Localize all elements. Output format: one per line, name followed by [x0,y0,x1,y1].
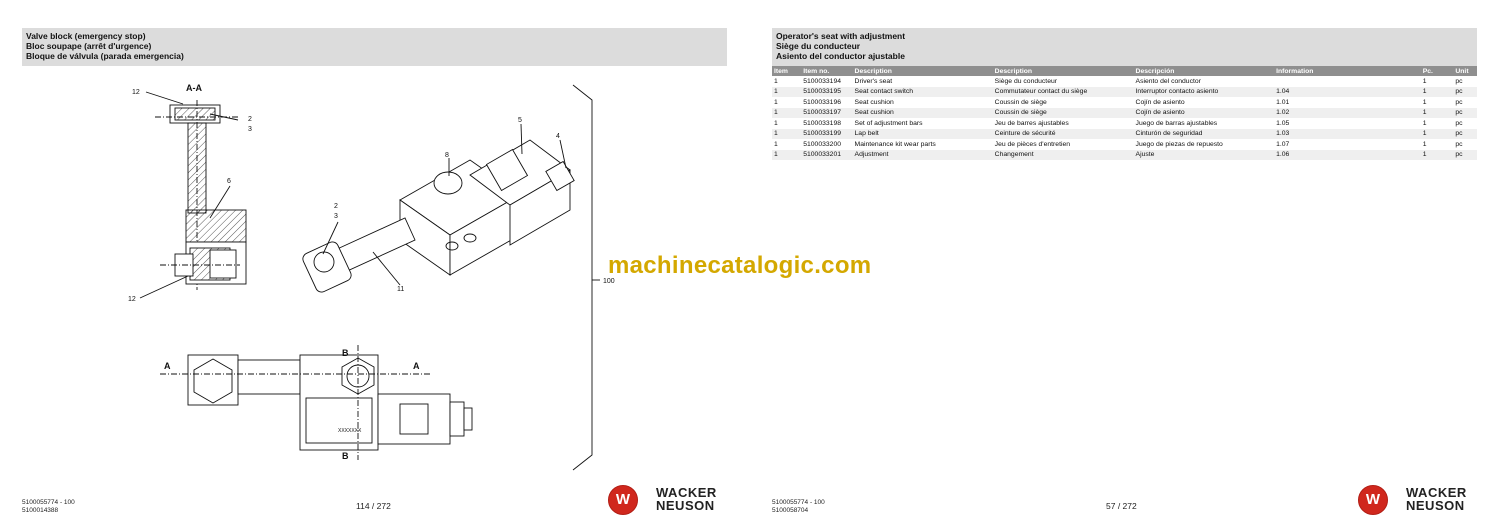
callout-6: 6 [227,178,231,185]
col-header-item-no: Item no. [801,66,852,76]
cell-pc: 1 [1422,140,1427,148]
left-page-number: 114 / 272 [356,501,391,511]
cell-description-fr: Changement [993,150,1134,161]
wacker-neuson-logo [1358,485,1484,515]
cell-information: 1.01 [1276,98,1290,106]
callout-2-mid: 2 [334,203,338,210]
callout-12-top: 12 [132,89,140,96]
cell-unit: pc [1453,129,1477,140]
section-a-left-label: A [164,361,171,371]
cell-description-es: Juego de barras ajustables [1135,119,1218,127]
col-header-description-es: Descripción [1134,66,1275,76]
callout-4: 4 [556,133,560,140]
footer-ref-line: 5100055774 - 100 [772,499,825,506]
col-header-description-en: Description [853,66,993,76]
callout-5: 5 [518,117,522,124]
col-header-information: Information [1274,66,1421,76]
cell-item-no: 5100033201 [801,150,852,161]
title-line-fr: Bloc soupape (arrêt d'urgence) [26,41,152,51]
cell-description-es: Cinturón de seguridad [1134,129,1275,140]
title-line-es: Bloque de válvula (parada emergencia) [26,51,184,61]
title-line-fr: Siège du conducteur [776,41,861,51]
cell-item: 1 [774,140,778,148]
brand-w-icon: W [1358,485,1388,515]
cell-pc: 1 [1422,77,1427,85]
cell-description-es: Cojín de asiento [1135,98,1185,106]
brand-wordmark: WACKER NEUSON [1406,485,1467,513]
cell-description-fr: Siège du conducteur [994,77,1058,85]
table-row [772,118,1477,129]
cell-item-no: 5100033197 [801,108,852,119]
cell-unit: pc [1453,150,1477,161]
right-footer-refs [772,499,825,514]
cell-item: 1 [772,150,801,161]
cell-pc: 1 [1421,150,1454,161]
cell-description-es: Cojín de asiento [1134,108,1275,119]
cell-description-en: Seat cushion [853,108,993,119]
cell-description-es: Juego de piezas de repuesto [1135,140,1223,148]
cell-item: 1 [772,87,801,98]
cell-information [1274,76,1421,87]
cell-description-es: Ajuste [1134,150,1275,161]
table-row [772,87,1477,98]
watermark-text: machinecatalogic.com [608,252,872,279]
title-line-es: Asiento del conductor ajustable [776,51,905,61]
callout-2-top: 2 [248,116,252,123]
section-a-right-label: A [413,361,420,371]
cell-pc: 1 [1422,119,1427,127]
cell-unit: pc [1453,108,1477,119]
table-row [772,139,1477,150]
section-aa-label: A-A [186,83,202,93]
cell-item: 1 [772,129,801,140]
table-row [772,129,1477,140]
table-row [772,150,1477,161]
cell-item: 1 [774,98,778,106]
title-line-en: Operator's seat with adjustment [776,31,906,41]
cell-item-no: 5100033194 [803,77,842,85]
right-page-title [772,28,1477,66]
col-header-pc: Pc. [1421,66,1454,76]
cell-unit: pc [1455,77,1463,85]
cell-item-no: 5100033196 [803,98,842,106]
cell-description-fr: Ceinture de sécurité [993,129,1134,140]
left-page-title [22,28,727,66]
valve-block-drawing [0,66,620,476]
cell-unit: pc [1453,87,1477,98]
footer-ref-line: 5100055774 - 100 [22,499,75,506]
cell-unit: pc [1455,119,1463,127]
table-row [772,108,1477,119]
cell-pc: 1 [1421,129,1454,140]
cell-information: 1.04 [1274,87,1421,98]
cell-unit: pc [1455,140,1463,148]
cell-description-en: Lap belt [853,129,993,140]
cell-description-en: Set of adjustment bars [854,119,923,127]
cell-information: 1.03 [1274,129,1421,140]
cell-item-no: 5100033195 [801,87,852,98]
callout-12-bottom: 12 [128,296,136,303]
parts-table-header [772,66,1477,76]
cell-item: 1 [774,77,778,85]
table-row [772,76,1477,87]
cell-description-es: Asiento del conductor [1135,77,1201,85]
right-page-number: 57 / 272 [1106,501,1137,511]
left-footer-refs [22,499,75,514]
cell-item-no: 5100033199 [801,129,852,140]
wacker-neuson-logo [608,485,734,515]
cell-description-fr: Commutateur contact du siège [993,87,1134,98]
section-b-bottom-label: B [342,451,349,461]
callout-100: 100 [603,278,615,285]
footer-ref-line: 5100058704 [772,506,809,514]
cell-description-fr: Jeu de barres ajustables [994,119,1069,127]
brand-w-icon: W [608,485,638,515]
title-line-en: Valve block (emergency stop) [26,31,146,41]
callout-8: 8 [445,152,449,159]
cell-information: 1.07 [1276,140,1290,148]
col-header-description-fr: Description [993,66,1134,76]
cell-description-en: Seat cushion [854,98,894,106]
cell-description-es: Interruptor contacto asiento [1134,87,1275,98]
cell-description-en: Maintenance kit wear parts [854,140,936,148]
callout-11: 11 [397,286,405,293]
cell-pc: 1 [1422,98,1427,106]
parts-table [772,66,1477,160]
cell-pc: 1 [1421,108,1454,119]
brand-wordmark: WACKER NEUSON [656,485,717,513]
cell-item: 1 [772,108,801,119]
callout-3-mid: 3 [334,213,338,220]
footer-ref-line: 5100014388 [22,506,59,514]
table-row [772,97,1477,108]
cell-description-en: Seat contact switch [853,87,993,98]
cell-information: 1.05 [1276,119,1290,127]
cell-description-fr: Coussin de siège [993,108,1134,119]
section-b-top-label: B [342,348,349,358]
cell-information: 1.06 [1274,150,1421,161]
col-header-unit: Unit [1453,66,1477,76]
cell-description-en: Adjustment [853,150,993,161]
cell-item: 1 [774,119,778,127]
cell-description-en: Driver's seat [854,77,893,85]
cell-pc: 1 [1421,87,1454,98]
cell-item-no: 5100033198 [803,119,842,127]
col-header-item: Item [772,66,801,76]
cell-description-fr: Jeu de pièces d'entretien [994,140,1071,148]
cell-unit: pc [1455,98,1463,106]
cell-description-fr: Coussin de siège [994,98,1047,106]
callout-3-top: 3 [248,126,252,133]
cell-item-no: 5100033200 [803,140,842,148]
plate-text: XXXXXXX [338,428,362,434]
cell-information: 1.02 [1274,108,1421,119]
